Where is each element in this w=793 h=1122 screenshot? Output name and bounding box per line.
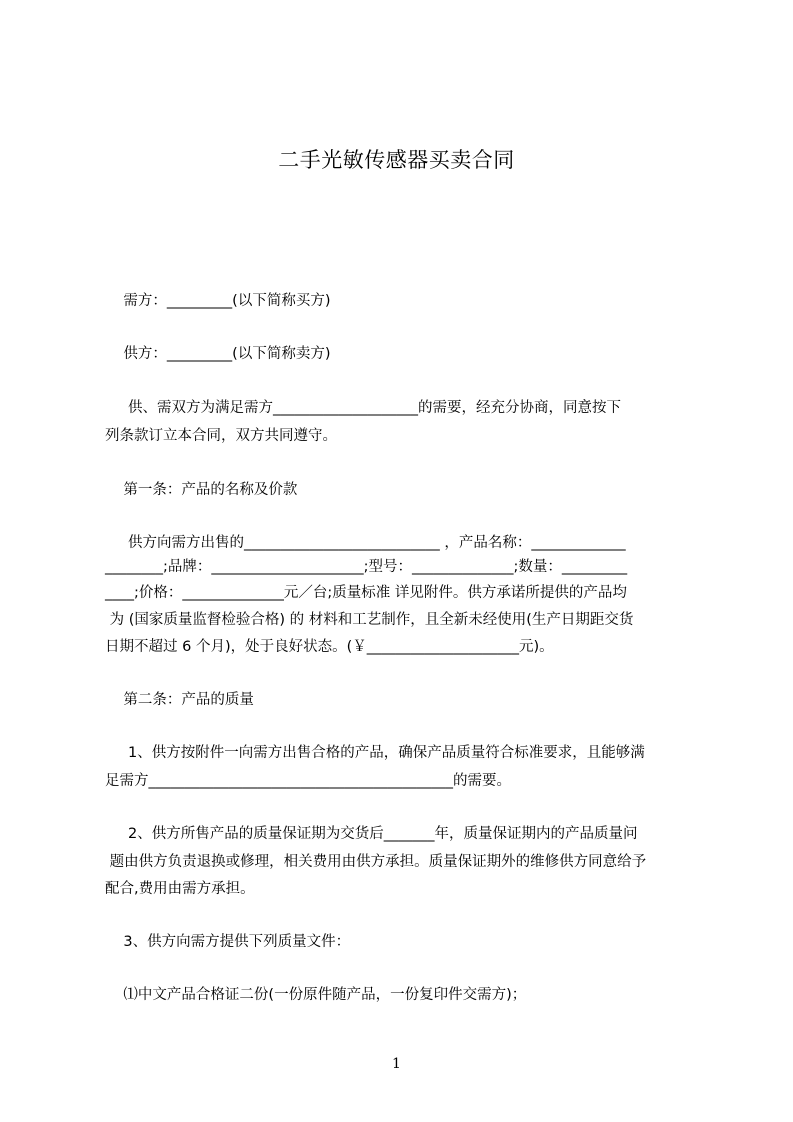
buyer-line: 需方：_________(以下简称买方) xyxy=(105,293,331,309)
article-1-line-3: ____;价格：______________元／台;质量标准 详见附件。供方承诺所提供的产品均 xyxy=(105,585,627,601)
page-number: 1 xyxy=(392,1056,401,1072)
article-1-line-5: 日期不超过 6 个月)，处于良好状态。(￥_____________________元)。 xyxy=(105,639,554,655)
intro-line-2: 列条款订立本合同，双方共同遵守。 xyxy=(105,428,337,444)
clause-3-line: 3、供方向需方提供下列质量文件： xyxy=(105,934,351,950)
intro-line-1: 供、需双方为满足需方____________________的需要，经充分协商，同意按下 xyxy=(105,400,622,416)
clause-1-line-1: 1、供方按附件一向需方出售合格的产品，确保产品质量符合标准要求，且能够满 xyxy=(105,745,645,761)
article-1-heading: 第一条：产品的名称及价款 xyxy=(105,482,298,498)
seller-line: 供方：_________(以下简称卖方) xyxy=(105,346,331,362)
clause-2-line-1: 2、供方所售产品的质量保证期为交货后_______年，质量保证期内的产品质量问 xyxy=(105,826,638,842)
article-1-line-1: 供方向需方出售的___________________________ ，产品名称：_____________ xyxy=(105,535,626,551)
clause-2-line-3: 配合,费用由需方承担。 xyxy=(105,881,255,897)
article-1-line-4: 为 (国家质量监督检验合格) 的 材料和工艺制作，且全新未经使用(生产日期距交货 xyxy=(105,612,634,628)
article-2-heading: 第二条：产品的质量 xyxy=(105,692,254,708)
article-1-line-2: ________;品牌：_____________________;型号：______________;数量：_________ xyxy=(105,559,628,575)
clause-3-item-1: ⑴中文产品合格证二份(一份原件随产品，一份复印件交需方)； xyxy=(105,987,527,1003)
clause-1-line-2: 足需方__________________________________________的需要。 xyxy=(105,773,511,789)
document-title: 二手光敏传感器买卖合同 xyxy=(278,148,515,172)
clause-2-line-2: 题由供方负责退换或修理，相关费用由供方承担。质量保证期外的维修供方同意给予 xyxy=(105,854,647,870)
